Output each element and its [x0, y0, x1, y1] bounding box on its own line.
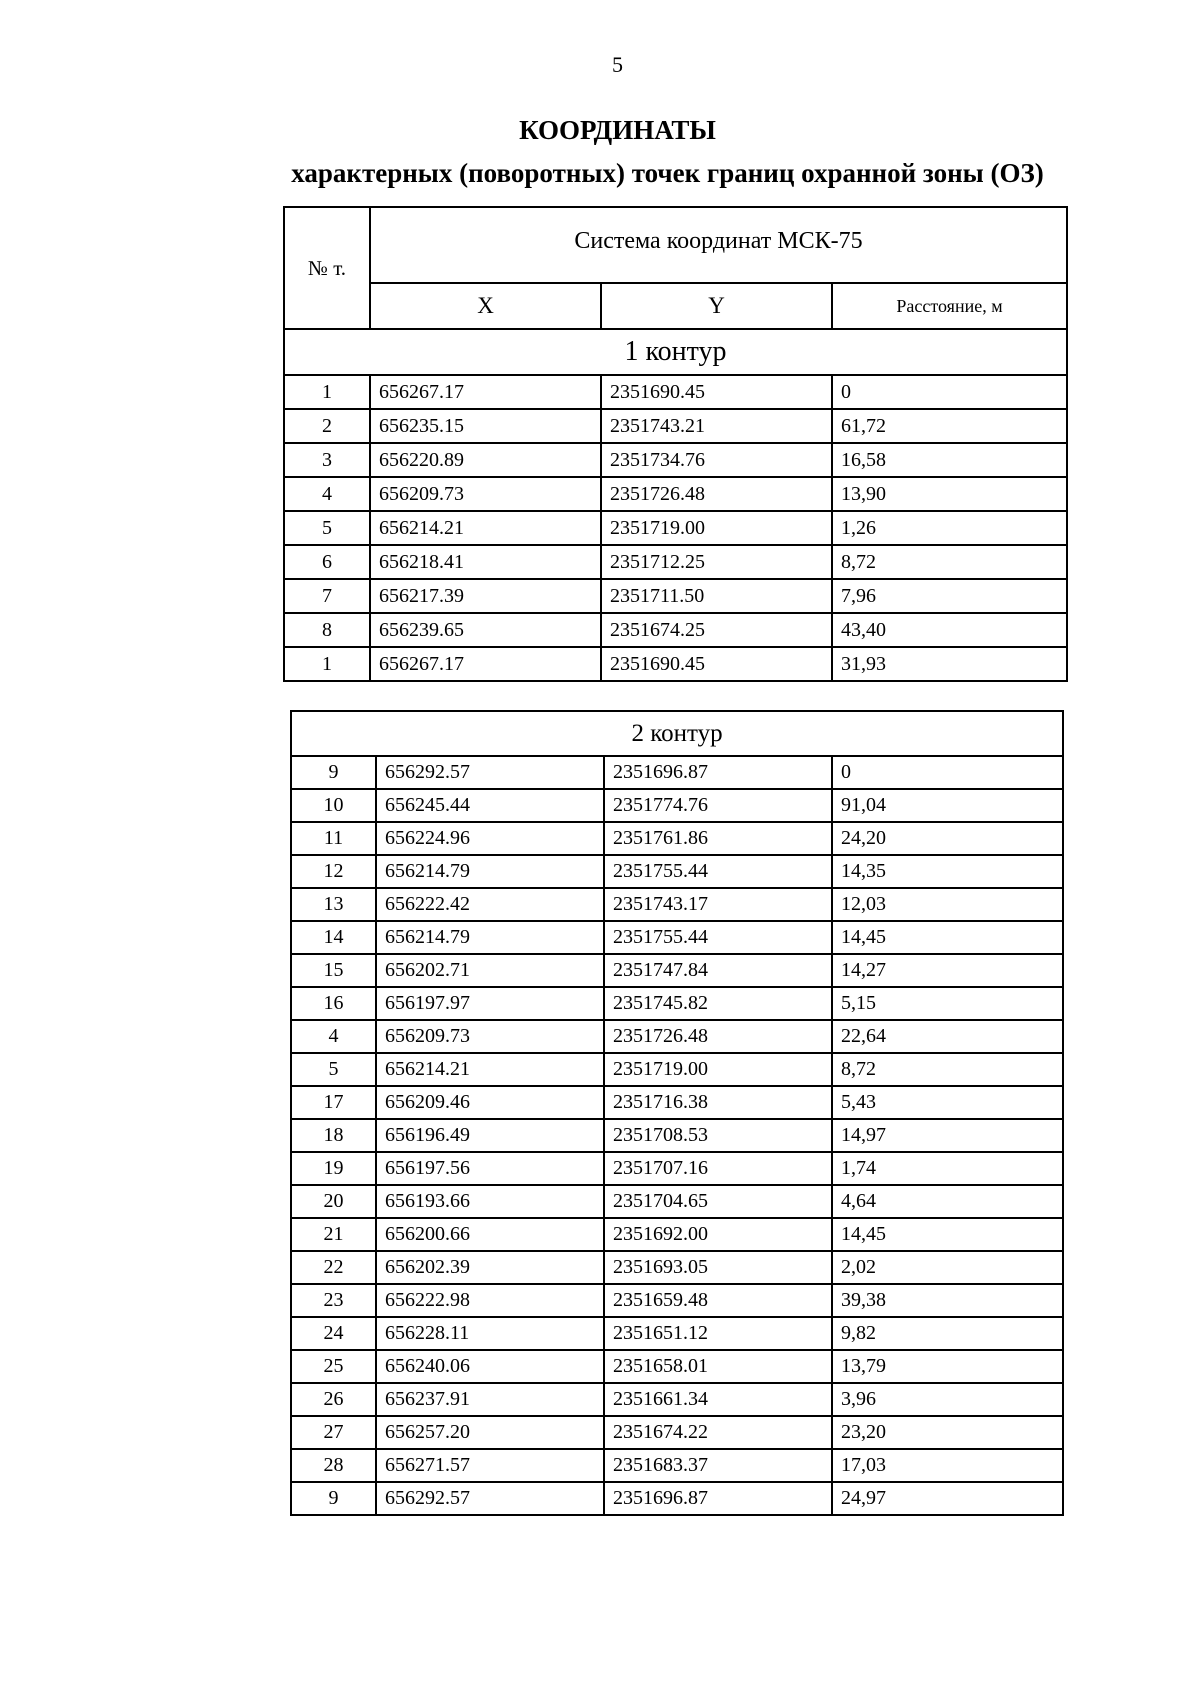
cell-distance: 9,82 [832, 1317, 1063, 1350]
cell-x: 656196.49 [376, 1119, 604, 1152]
cell-x: 656292.57 [376, 1482, 604, 1515]
cell-y: 2351712.25 [601, 545, 832, 579]
table-row [284, 579, 1067, 613]
cell-x: 656214.79 [376, 855, 604, 888]
cell-point-number: 28 [291, 1449, 376, 1482]
cell-x: 656214.79 [376, 921, 604, 954]
header-y: Y [601, 283, 832, 329]
cell-y: 2351755.44 [604, 855, 832, 888]
cell-distance: 12,03 [832, 888, 1063, 921]
cell-point-number: 11 [291, 822, 376, 855]
cell-distance: 61,72 [832, 409, 1067, 443]
cell-x: 656214.21 [376, 1053, 604, 1086]
cell-x: 656240.06 [376, 1350, 604, 1383]
cell-x: 656235.15 [370, 409, 601, 443]
table-row [284, 409, 1067, 443]
cell-distance: 8,72 [832, 1053, 1063, 1086]
cell-y: 2351734.76 [601, 443, 832, 477]
table-row [291, 789, 1063, 822]
cell-point-number: 5 [284, 511, 370, 545]
cell-x: 656239.65 [370, 613, 601, 647]
cell-y: 2351707.16 [604, 1152, 832, 1185]
table-row [291, 1053, 1063, 1086]
cell-distance: 2,02 [832, 1251, 1063, 1284]
cell-point-number: 13 [291, 888, 376, 921]
cell-y: 2351711.50 [601, 579, 832, 613]
cell-distance: 3,96 [832, 1383, 1063, 1416]
table-row [291, 1317, 1063, 1350]
table-row [284, 511, 1067, 545]
cell-distance: 14,45 [832, 921, 1063, 954]
table-row [291, 756, 1063, 789]
cell-x: 656200.66 [376, 1218, 604, 1251]
cell-y: 2351692.00 [604, 1218, 832, 1251]
cell-point-number: 14 [291, 921, 376, 954]
cell-x: 656193.66 [376, 1185, 604, 1218]
cell-distance: 5,15 [832, 987, 1063, 1020]
cell-point-number: 25 [291, 1350, 376, 1383]
cell-x: 656218.41 [370, 545, 601, 579]
cell-y: 2351743.21 [601, 409, 832, 443]
cell-distance: 14,45 [832, 1218, 1063, 1251]
cell-point-number: 6 [284, 545, 370, 579]
cell-distance: 0 [832, 756, 1063, 789]
cell-distance: 14,27 [832, 954, 1063, 987]
cell-x: 656271.57 [376, 1449, 604, 1482]
cell-point-number: 8 [284, 613, 370, 647]
header-coordinate-system: Система координат МСК-75 [370, 207, 1067, 283]
document-title: КООРДИНАТЫ [519, 115, 716, 145]
table-row [284, 477, 1067, 511]
cell-point-number: 23 [291, 1284, 376, 1317]
cell-y: 2351708.53 [604, 1119, 832, 1152]
cell-point-number: 19 [291, 1152, 376, 1185]
page-number: 5 [612, 52, 623, 77]
header-x: X [370, 283, 601, 329]
cell-point-number: 7 [284, 579, 370, 613]
cell-y: 2351743.17 [604, 888, 832, 921]
cell-y: 2351747.84 [604, 954, 832, 987]
table-row [291, 954, 1063, 987]
table-row [291, 1350, 1063, 1383]
table-row [291, 1152, 1063, 1185]
cell-x: 656237.91 [376, 1383, 604, 1416]
cell-x: 656222.42 [376, 888, 604, 921]
cell-y: 2351704.65 [604, 1185, 832, 1218]
cell-point-number: 24 [291, 1317, 376, 1350]
cell-x: 656209.73 [376, 1020, 604, 1053]
coordinates-table-contour-1 [283, 206, 1068, 682]
cell-y: 2351719.00 [604, 1053, 832, 1086]
cell-point-number: 18 [291, 1119, 376, 1152]
cell-distance: 14,97 [832, 1119, 1063, 1152]
cell-point-number: 9 [291, 756, 376, 789]
cell-point-number: 2 [284, 409, 370, 443]
cell-y: 2351719.00 [601, 511, 832, 545]
cell-x: 656202.71 [376, 954, 604, 987]
cell-point-number: 4 [291, 1020, 376, 1053]
table-row [284, 647, 1067, 681]
cell-point-number: 27 [291, 1416, 376, 1449]
cell-x: 656214.21 [370, 511, 601, 545]
cell-y: 2351726.48 [604, 1020, 832, 1053]
cell-point-number: 4 [284, 477, 370, 511]
table-row [291, 855, 1063, 888]
table-row [291, 1284, 1063, 1317]
table-row [291, 1218, 1063, 1251]
cell-distance: 31,93 [832, 647, 1067, 681]
cell-point-number: 1 [284, 375, 370, 409]
cell-x: 656220.89 [370, 443, 601, 477]
contour-label: 1 контур [284, 329, 1067, 375]
cell-distance: 16,58 [832, 443, 1067, 477]
table-row [291, 888, 1063, 921]
coordinates-table-contour-2 [290, 710, 1064, 1516]
cell-point-number: 5 [291, 1053, 376, 1086]
cell-y: 2351683.37 [604, 1449, 832, 1482]
cell-y: 2351726.48 [601, 477, 832, 511]
cell-y: 2351674.25 [601, 613, 832, 647]
cell-distance: 23,20 [832, 1416, 1063, 1449]
table-row [291, 921, 1063, 954]
cell-point-number: 3 [284, 443, 370, 477]
cell-y: 2351696.87 [604, 756, 832, 789]
table-row [291, 822, 1063, 855]
cell-y: 2351690.45 [601, 375, 832, 409]
table-row [291, 1020, 1063, 1053]
cell-distance: 39,38 [832, 1284, 1063, 1317]
table-row [291, 1086, 1063, 1119]
cell-distance: 91,04 [832, 789, 1063, 822]
cell-distance: 0 [832, 375, 1067, 409]
cell-x: 656197.97 [376, 987, 604, 1020]
cell-y: 2351658.01 [604, 1350, 832, 1383]
cell-y: 2351774.76 [604, 789, 832, 822]
cell-y: 2351693.05 [604, 1251, 832, 1284]
cell-x: 656197.56 [376, 1152, 604, 1185]
cell-y: 2351696.87 [604, 1482, 832, 1515]
cell-point-number: 10 [291, 789, 376, 822]
cell-point-number: 21 [291, 1218, 376, 1251]
cell-distance: 24,20 [832, 822, 1063, 855]
cell-y: 2351755.44 [604, 921, 832, 954]
cell-y: 2351661.34 [604, 1383, 832, 1416]
cell-x: 656209.73 [370, 477, 601, 511]
cell-point-number: 20 [291, 1185, 376, 1218]
cell-distance: 8,72 [832, 545, 1067, 579]
cell-point-number: 1 [284, 647, 370, 681]
cell-x: 656228.11 [376, 1317, 604, 1350]
cell-x: 656245.44 [376, 789, 604, 822]
table-row [291, 1482, 1063, 1515]
cell-y: 2351690.45 [601, 647, 832, 681]
cell-point-number: 12 [291, 855, 376, 888]
cell-point-number: 26 [291, 1383, 376, 1416]
header-distance: Расстояние, м [832, 283, 1067, 329]
contour-label: 2 контур [291, 711, 1063, 756]
cell-y: 2351651.12 [604, 1317, 832, 1350]
cell-distance: 1,74 [832, 1152, 1063, 1185]
table-row [291, 1185, 1063, 1218]
cell-point-number: 9 [291, 1482, 376, 1515]
cell-x: 656267.17 [370, 647, 601, 681]
cell-x: 656209.46 [376, 1086, 604, 1119]
cell-x: 656224.96 [376, 822, 604, 855]
cell-x: 656292.57 [376, 756, 604, 789]
cell-distance: 14,35 [832, 855, 1063, 888]
table-row [284, 613, 1067, 647]
cell-point-number: 15 [291, 954, 376, 987]
cell-point-number: 22 [291, 1251, 376, 1284]
table-row [291, 1383, 1063, 1416]
cell-distance: 43,40 [832, 613, 1067, 647]
cell-distance: 24,97 [832, 1482, 1063, 1515]
cell-x: 656222.98 [376, 1284, 604, 1317]
cell-x: 656257.20 [376, 1416, 604, 1449]
table-row [284, 545, 1067, 579]
cell-x: 656202.39 [376, 1251, 604, 1284]
cell-x: 656217.39 [370, 579, 601, 613]
table-row [291, 1251, 1063, 1284]
table-row [291, 987, 1063, 1020]
header-point-number: № т. [284, 207, 370, 329]
cell-distance: 7,96 [832, 579, 1067, 613]
table-row [291, 1416, 1063, 1449]
table-row [284, 375, 1067, 409]
table-row [291, 1119, 1063, 1152]
cell-distance: 17,03 [832, 1449, 1063, 1482]
cell-point-number: 16 [291, 987, 376, 1020]
document-subtitle: характерных (поворотных) точек границ охранной зоны (ОЗ) [291, 158, 1044, 188]
cell-distance: 4,64 [832, 1185, 1063, 1218]
table-row [291, 1449, 1063, 1482]
cell-y: 2351659.48 [604, 1284, 832, 1317]
cell-y: 2351761.86 [604, 822, 832, 855]
cell-y: 2351745.82 [604, 987, 832, 1020]
cell-distance: 13,90 [832, 477, 1067, 511]
cell-distance: 5,43 [832, 1086, 1063, 1119]
cell-distance: 1,26 [832, 511, 1067, 545]
cell-distance: 13,79 [832, 1350, 1063, 1383]
cell-distance: 22,64 [832, 1020, 1063, 1053]
cell-y: 2351716.38 [604, 1086, 832, 1119]
table-row [284, 443, 1067, 477]
cell-x: 656267.17 [370, 375, 601, 409]
cell-y: 2351674.22 [604, 1416, 832, 1449]
cell-point-number: 17 [291, 1086, 376, 1119]
